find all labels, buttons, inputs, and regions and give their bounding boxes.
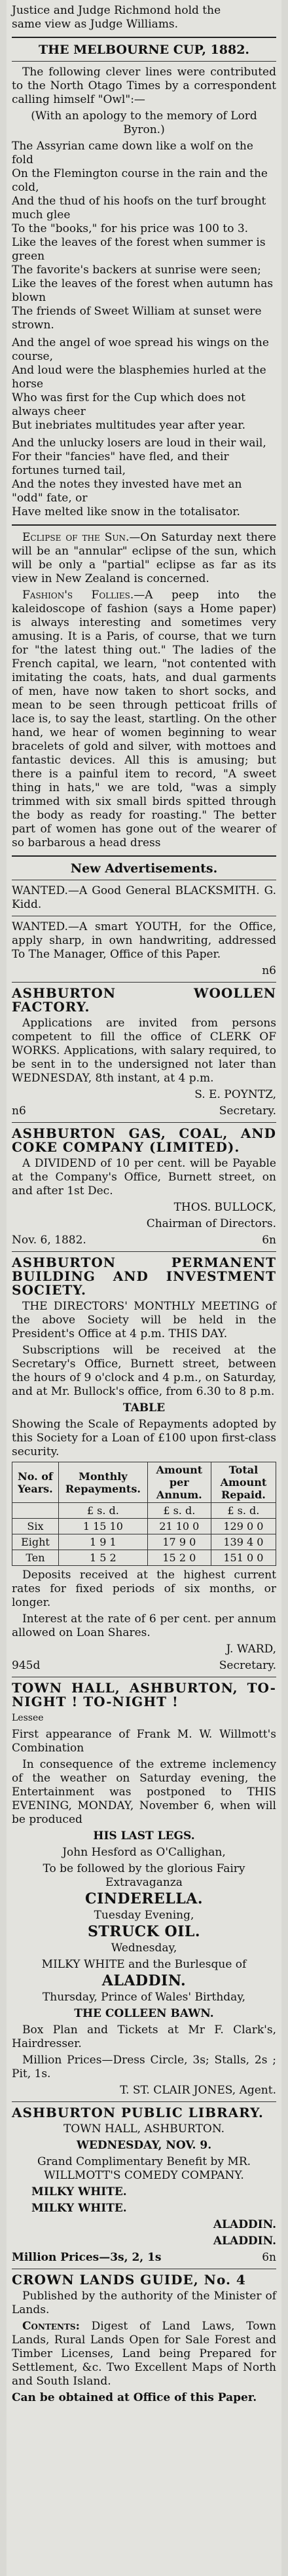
building-table-title: TABLE — [122, 1401, 166, 1415]
townhall-lessee: Lessee — [12, 1713, 44, 1723]
gas-title: ASHBURTON GAS, COAL, AND COKE COMPANY (LIMITED). — [12, 1125, 276, 1155]
library-text: Grand Complimentary Benefit by MR. WILLMOTT'S COMEDY COMPANY. — [37, 2155, 251, 2182]
townhall-text1: First appearance of Frank M. W. Willmott's Combination — [12, 1728, 276, 1755]
crown-contents-head: Contents: — [22, 2320, 80, 2333]
fashion-head: Fashion's Follies. — [22, 589, 134, 602]
verse-line: On the Flemington course in the rain and the cold, — [12, 167, 268, 194]
verse-line: To the "books," for his price was 100 to 3. — [12, 222, 249, 235]
crown-text: Published by the authority of the Minister of Lands. — [12, 2290, 276, 2316]
verse-line: And the thud of his hoofs on the turf brought much glee — [12, 195, 266, 222]
header-monthly: Monthly Repayments. — [58, 1462, 147, 1503]
ad-gas — [12, 1127, 276, 1247]
townhall-box: Box Plan and Tickets at Mr F. Clark's, Hairdresser. — [12, 2023, 276, 2050]
building-text1: THE DIRECTORS' MONTHLY MEETING of the above Society will be held in the President's Office at 4 p.m. THIS DAY. — [12, 1300, 276, 1340]
woollen-text: Applications are invited from persons competent to fill the office of CLERK OF WORKS. Applications, with salary required, to be sent in to the undersigned not later than WEDNESDAY, 8th instant, at 4 p.m. — [12, 1017, 276, 1085]
intro-line2: same view as Judge Williams. — [12, 18, 179, 31]
verse-line: The Assyrian came down like a wolf on the fold — [12, 140, 253, 166]
cell-years: Six — [12, 1519, 59, 1534]
units-cell: £ s. d. — [147, 1503, 211, 1519]
townhall-play1: HIS LAST LEGS. — [93, 1829, 195, 1843]
building-code: 945d — [12, 1659, 41, 1672]
woollen-title: ASHBURTON WOOLLEN FACTORY. — [12, 985, 276, 1015]
units-cell: £ s. d. — [211, 1503, 276, 1519]
ad-youth-code: n6 — [262, 964, 276, 977]
gas-text: A DIVIDEND of 10 per cent. will be Payable at the Company's Office, Burnett street, on and after 1st Dec. — [12, 1157, 276, 1198]
melbourne-intro: The following clever lines were contributed to the North Otago Times by a correspondent calling himself "Owl":— — [12, 66, 276, 106]
cell-monthly: 1 15 10 — [58, 1519, 147, 1534]
verse-line: The friends of Sweet William at sunset were strown. — [12, 305, 262, 332]
library-footer — [12, 2251, 276, 2265]
cell-annum: 17 9 0 — [147, 1534, 211, 1550]
verse-line: Who was first for the Cup which does not always cheer — [12, 391, 245, 418]
divider — [12, 855, 276, 857]
library-title: ASHBURTON PUBLIC LIBRARY. — [12, 2105, 264, 2120]
library-date: WEDNESDAY, NOV. 9. — [76, 2139, 212, 2152]
library-milky2: MILKY WHITE. — [31, 2202, 127, 2215]
cell-years: Ten — [12, 1550, 59, 1566]
cell-total: 151 0 0 — [211, 1550, 276, 1566]
gas-date: Nov. 6, 1882. — [12, 1234, 86, 1247]
woollen-signer: S. E. POYNTZ, — [194, 1088, 276, 1101]
divider — [12, 37, 276, 38]
verse-line: And the angel of woe spread his wings on the course, — [12, 336, 269, 363]
verse-line: Have melted like snow in the totalisator. — [12, 505, 240, 518]
townhall-play2: CINDERELLA. — [85, 1890, 203, 1907]
table-header-row — [12, 1462, 276, 1503]
melbourne-poem — [12, 140, 276, 519]
cell-monthly: 1 5 2 — [58, 1550, 147, 1566]
townhall-text3: To be followed by the glorious Fairy Extravaganza — [43, 1862, 245, 1889]
verse-line: And loud were the blasphemies hurled at the horse — [12, 364, 266, 391]
woollen-role: Secretary. — [219, 1104, 276, 1118]
divider — [12, 1251, 276, 1252]
townhall-wed: Wednesday, — [111, 1942, 177, 1955]
library-code: 6n — [262, 2251, 276, 2264]
townhall-text4: MILKY WHITE and the Burlesque of — [41, 1958, 247, 1971]
building-footer — [12, 1659, 276, 1673]
library-milky1: MILKY WHITE. — [31, 2185, 127, 2198]
townhall-play3: STRUCK OIL. — [87, 1923, 201, 1940]
ad-woollen — [12, 986, 276, 1118]
townhall-prices: Million Prices—Dress Circle, 3s; Stalls, 2s ; Pit, 1s. — [12, 2054, 276, 2080]
cell-annum: 21 10 0 — [147, 1519, 211, 1534]
verse-line: For their "fancies" have fled, and their fortunes turned tail, — [12, 450, 229, 477]
building-title: ASHBURTON PERMANENT BUILDING AND INVESTMENT SOCIETY. — [12, 1255, 276, 1298]
gas-signer: THOS. BULLOCK, — [173, 1201, 276, 1214]
library-prices: Million Prices—3s, 2, 1s — [12, 2251, 162, 2264]
divider — [12, 2101, 276, 2102]
table-units-row — [12, 1503, 276, 1519]
gas-code: 6n — [262, 1234, 276, 1247]
townhall-thu: Thursday, Prince of Wales' Birthday, — [42, 1991, 246, 2004]
woollen-footer — [12, 1104, 276, 1118]
building-text3: Deposits received at the highest current rates for fixed periods of six months, or longer. — [12, 1569, 276, 1609]
eclipse-text: —On Saturday next there will be an "annular" eclipse of the sun, which will be only a "partial" eclipse as far as its view in New Zealand is concerned. — [12, 531, 276, 585]
building-signer: J. WARD, — [226, 1643, 276, 1656]
section-heading: New Advertisements. — [70, 861, 218, 876]
cell-monthly: 1 9 1 — [58, 1534, 147, 1550]
crown-footer: Can be obtained at Office of this Paper. — [12, 2391, 257, 2404]
crown-title: CROWN LANDS GUIDE, No. 4 — [12, 2272, 246, 2288]
divider — [12, 982, 276, 983]
melbourne-title: THE MELBOURNE CUP, 1882. — [38, 43, 250, 57]
gas-footer — [12, 1234, 276, 1247]
cell-annum: 15 2 0 — [147, 1550, 211, 1566]
units-cell: £ s. d. — [58, 1503, 147, 1519]
header-years: No. of Years. — [12, 1462, 59, 1503]
table-row — [12, 1550, 276, 1566]
header-total: Total Amount Repaid. — [211, 1462, 276, 1503]
ad-youth: WANTED.—A smart YOUTH, for the Office, apply sharp, in own handwriting, addressed To The Manager, Office of this Paper. — [12, 920, 276, 961]
verse-line: And the notes they invested have met an "odd" fate, or — [12, 478, 242, 505]
cell-total: 129 0 0 — [211, 1519, 276, 1534]
gas-role: Chairman of Directors. — [146, 1217, 276, 1230]
townhall-text2: In consequence of the extreme inclemency of the weather on Saturday evening, the Entertainment was postponed to THIS EVENING, MONDAY, November 6, when will be produced — [12, 1758, 276, 1826]
ad-crown-lands — [12, 2273, 276, 2405]
table-row — [12, 1534, 276, 1550]
building-text2: Subscriptions will be received at the Secretary's Office, Burnett street, between the hours of 9 o'clock and 4 p.m., on Saturday, and at Mr. Bullock's office, from 6.30 to 8 p.m. — [12, 1344, 276, 1398]
divider — [12, 1122, 276, 1123]
cell-years: Eight — [12, 1534, 59, 1550]
verse-line: Like the leaves of the forest when autumn has blown — [12, 277, 274, 304]
intro-line — [12, 4, 276, 31]
header-annum: Amount per Annum. — [147, 1462, 211, 1503]
ad-town-hall — [12, 1681, 276, 2098]
building-role: Secretary. — [219, 1659, 276, 1672]
fashion-paragraph — [12, 589, 276, 850]
units-cell — [12, 1503, 59, 1519]
fashion-text: —A peep into the kaleidoscope of fashion (says a Home paper) is always interesting and sometimes very amusing. It is a Paris, of course, that we turn for "the latest thing out." The ladies of the French capital, we learn, "not contented with imitating the coats, hats, and dual garments of men, have now taken to short socks, and mean to be seen through petticoat frills of lace is, to say the least, startling. On the other hand, we hear of women beginning to wear bracelets of gold and silver, with mottoes and fantastic devices. All this is amusing; but there is a painful item to record, "A sweet thing in hats," we are told, "was a simply trimmed with six small birds spitted through the body as ready for roasting." The better part of women has gone out of the wearer of so barbarous a head dress — [12, 589, 276, 849]
ad-library — [12, 2106, 276, 2265]
building-text4: Interest at the rate of 6 per cent. per annum allowed on Loan Shares. — [12, 1612, 276, 1639]
crown-contents-paragraph — [12, 2320, 276, 2389]
library-sub: TOWN HALL, ASHBURTON. — [63, 2122, 225, 2136]
townhall-agent: T. ST. CLAIR JONES, Agent. — [120, 2084, 276, 2097]
cell-total: 139 4 0 — [211, 1534, 276, 1550]
verse-line: Like the leaves of the forest when summer is green — [12, 236, 266, 263]
verse-line: The favorite's backers at sunrise were seen; — [12, 263, 261, 277]
repayment-table — [12, 1462, 276, 1566]
library-aladdin2: ALADDIN. — [213, 2234, 276, 2248]
verse-line: But inebriates multitudes year after year. — [12, 419, 245, 432]
eclipse-paragraph — [12, 531, 276, 586]
melbourne-dedication: (With an apology to the memory of Lord Byron.) — [31, 109, 257, 136]
townhall-play5: THE COLLEEN BAWN. — [74, 2007, 214, 2020]
building-table-caption: Showing the Scale of Repayments adopted by this Society for a Loan of £100 upon first-class security. — [12, 1418, 276, 1458]
ad-building-society — [12, 1256, 276, 1673]
townhall-play4: ALADDIN. — [101, 1972, 187, 1989]
divider — [12, 524, 276, 526]
table-row — [12, 1519, 276, 1534]
eclipse-head: Eclipse of the Sun. — [22, 531, 130, 544]
newspaper-column — [7, 0, 281, 2576]
townhall-cast: John Hesford as O'Callighan, — [62, 1846, 226, 1859]
library-aladdin1: ALADDIN. — [213, 2218, 276, 2231]
intro-line1: Justice and Judge Richmond hold the — [12, 4, 221, 17]
divider — [12, 61, 276, 62]
crown-contents: Digest of Land Laws, Town Lands, Rural Lands Open for Sale Forest and Timber Licenses, Land being Prepared for Settlement, &c. Two Excellent Maps of North and South Island. — [12, 2320, 277, 2388]
ad-blacksmith: WANTED.—A Good General BLACKSMITH. G. Kidd. — [12, 884, 276, 911]
woollen-code: n6 — [12, 1104, 26, 1118]
townhall-title: TOWN HALL, ASHBURTON, TO-NIGHT ! TO-NIGHT ! — [12, 1680, 276, 1709]
townhall-tue: Tuesday Evening, — [94, 1909, 194, 1922]
verse-line: And the unlucky losers are loud in their wail, — [12, 437, 266, 450]
